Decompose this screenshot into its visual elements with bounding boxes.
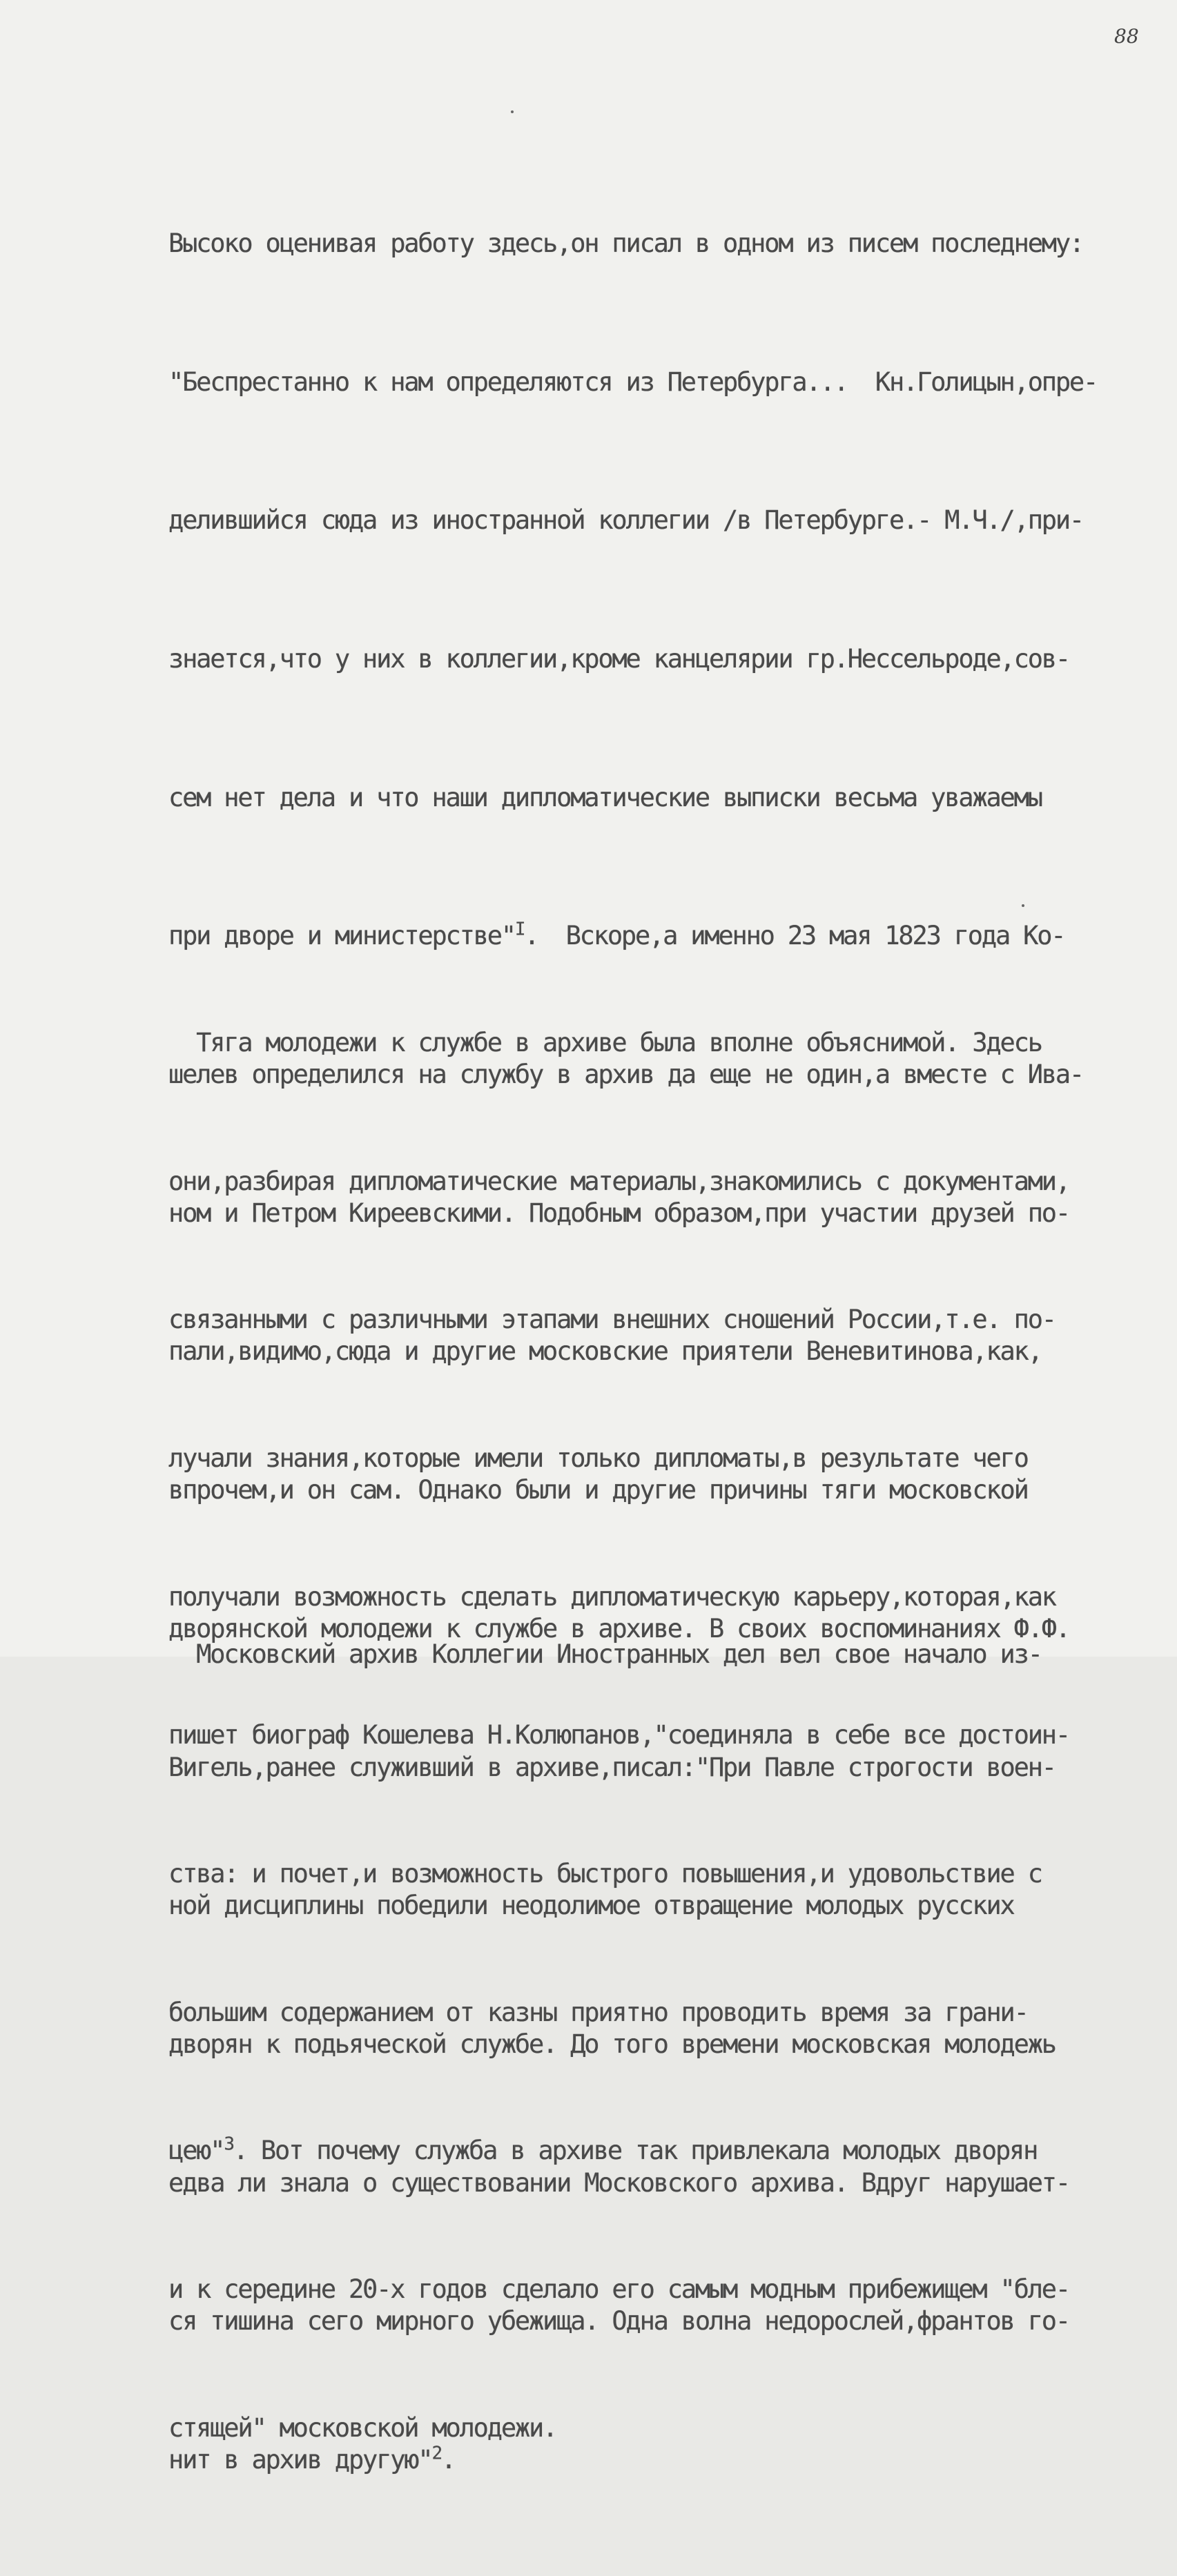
text-line — [168, 1020, 1149, 1066]
text-fragment: . Вот почему служба в архиве так привлекала молодых дворян — [233, 2136, 1038, 2166]
text-line: Высоко оценивая работу здесь,он писал в одном из писем последнему: — [168, 228, 1084, 258]
text-fragment: Вскоре,а именно 23 мая 1823 года Ко- — [565, 921, 1065, 951]
text-fragment: при дворе и министерстве" — [168, 921, 515, 951]
footnote-marker-1: I — [514, 919, 525, 940]
text-line: шелев определился на службу в архив да еще не один,а вместе с Ива- — [168, 1060, 1084, 1090]
text-line: пишет биограф Кошелева Н.Колюпанов,"соединяла в себе все достоин- — [168, 1720, 1069, 1750]
text-line: знается,что у них в коллегии,кроме канцелярии гр.Нессельроде,сов- — [168, 643, 1069, 674]
footnote-marker-2: 2 — [431, 2443, 441, 2464]
text-line: они,разбирая дипломатические материалы,знакомились с документами, — [168, 1166, 1069, 1196]
text-fragment: цею" — [168, 2136, 224, 2166]
text-line: большим содержанием от казны приятно проводить время за грани- — [168, 1997, 1028, 2027]
text-line: делившийся сюда из иностранной коллегии /в Петербурге.- М.Ч./,при- — [168, 505, 1084, 536]
text-fragment: нит в архив другую" — [168, 2445, 432, 2475]
text-line: ной дисциплины победили неодолимое отвращение молодых русских — [168, 1891, 1014, 1921]
text-line: впрочем,и он сам. Однако были и другие причины тяги московской — [168, 1475, 1028, 1505]
text-line: ся тишина сего мирного убежища. Одна волна недорослей,франтов го- — [168, 2306, 1069, 2336]
text-line: Вигель,ранее служивший в архиве,писал:"При Павле строгости воен- — [168, 1752, 1056, 1782]
footnote-marker-3: 3 — [224, 2134, 233, 2156]
text-line: едва ли знала о существовании Московского архива. Вдруг нарушает- — [168, 2167, 1069, 2198]
text-fragment: . — [440, 2445, 455, 2475]
page-number: 88 — [1114, 25, 1139, 48]
text-line: ном и Петром Киреевскими. Подобным образом,при участии друзей по- — [168, 1198, 1069, 1228]
text-line: и к середине 20-х годов сделало его самым модным прибежищем "бле- — [168, 2274, 1069, 2305]
ink-speck — [511, 110, 514, 113]
text-line — [168, 1632, 1149, 1678]
text-line: получали возможность сделать дипломатическую карьеру,которая,как — [168, 1581, 1056, 1612]
text-line: сем нет дела и что наши дипломатические выписки весьма уважаемы — [168, 782, 1042, 812]
text-line: стящей" московской молодежи. — [168, 2412, 557, 2443]
text-line: лучали знания,которые имели только дипломаты,в результате чего — [168, 1443, 1028, 1473]
text-fragment: . — [524, 921, 566, 951]
text-line: "Беспрестанно к нам определяются из Петербурга... Кн.Голицын,опре- — [168, 367, 1098, 397]
text-line: пали,видимо,сюда и другие московские приятели Веневитинова,как, — [168, 1336, 1042, 1367]
paragraph-3 — [168, 1539, 1149, 1770]
text-line: ства: и почет,и возможность быстрого повышения,и удовольствие с — [168, 1859, 1042, 1889]
text-fragment: Московский архив Коллегии Иностранных дел вел свое начало из- — [196, 1639, 1042, 1669]
text-line-with-footnote — [168, 2128, 1149, 2174]
text-line: дворянской молодежи к службе в архиве. В своих воспоминаниях Ф.Ф. — [168, 1613, 1069, 1643]
text-fragment: Тяга молодежи к службе в архиве была вполне объяснимой. Здесь — [196, 1027, 1042, 1057]
text-line: дворян к подьяческой службе. До того времени московская молодежь — [168, 2029, 1056, 2059]
text-line: связанными с различными этапами внешних сношений России,т.е. по- — [168, 1305, 1056, 1335]
